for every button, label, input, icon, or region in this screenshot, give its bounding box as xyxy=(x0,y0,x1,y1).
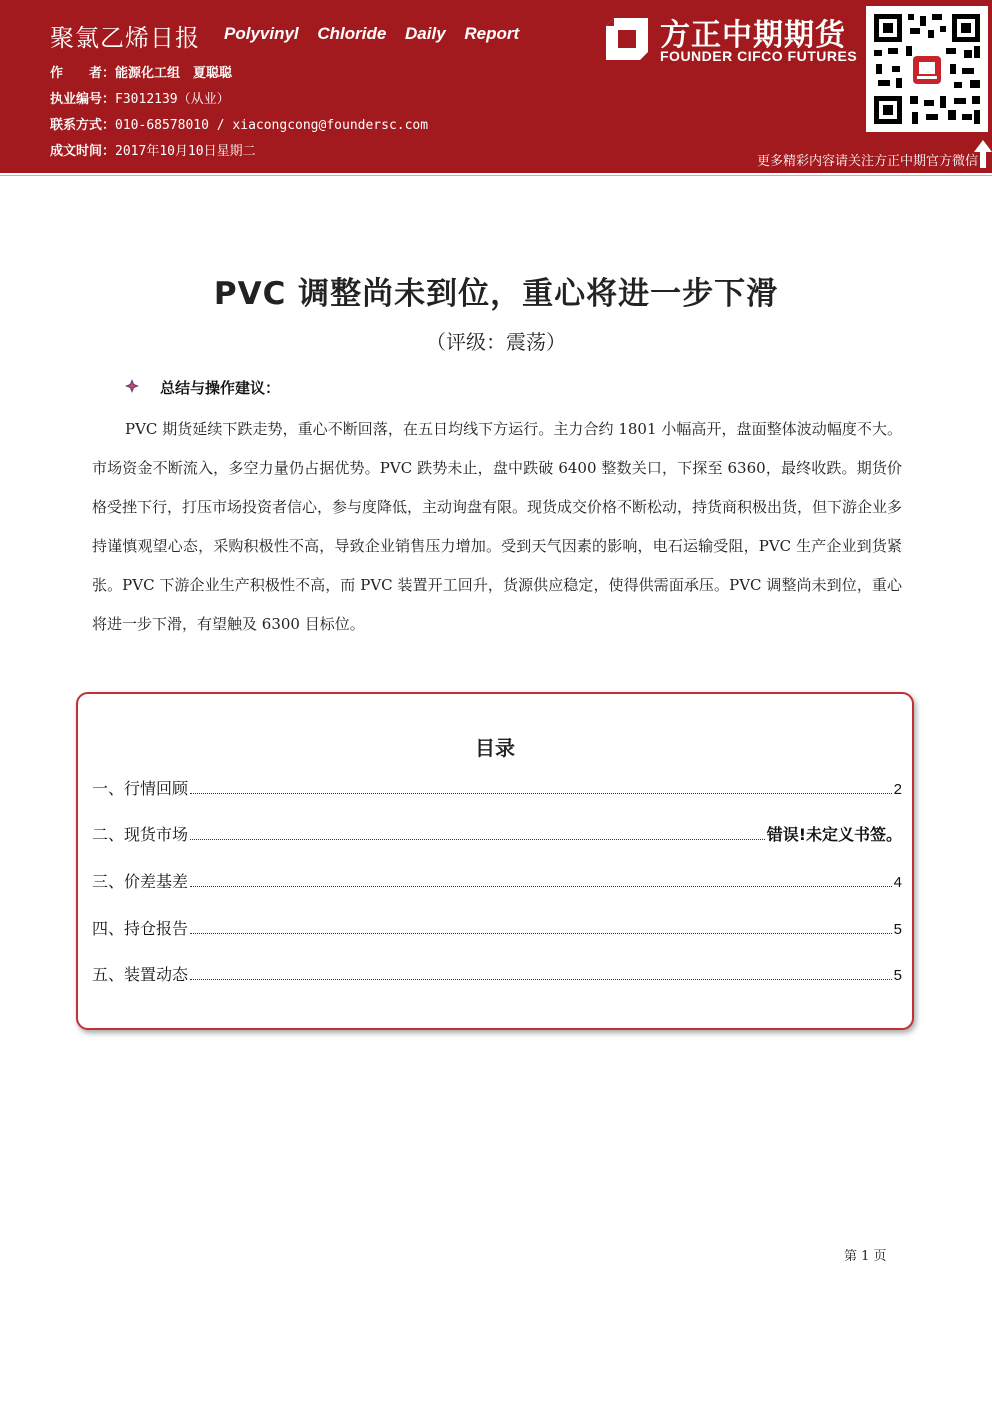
toc-leader-dots xyxy=(190,839,765,840)
date-line xyxy=(50,140,256,159)
report-header xyxy=(0,0,992,170)
bullet-diamond-icon xyxy=(125,379,139,393)
section-heading-text: 总结与操作建议： xyxy=(160,379,281,397)
author-label: 作 者： xyxy=(50,66,116,81)
toc-entry-label: 二、现货市场 xyxy=(92,825,189,844)
contact-label: 联系方式： xyxy=(50,118,116,133)
toc-entry-label: 三、价差基差 xyxy=(92,872,189,891)
report-title-cn: 聚氯乙烯日报 xyxy=(50,24,200,52)
toc-entry[interactable] xyxy=(92,916,902,939)
header-divider xyxy=(0,170,992,173)
summary-section-heading xyxy=(128,377,280,398)
toc-leader-dots xyxy=(190,933,892,934)
report-title-en: Polyvinyl Chloride Daily Report xyxy=(224,24,520,43)
license-label: 执业编号： xyxy=(50,92,116,107)
toc-entry-label: 一、行情回顾 xyxy=(92,779,189,798)
toc-entry-label: 四、持仓报告 xyxy=(92,919,189,938)
toc-leader-dots xyxy=(190,793,892,794)
license-line xyxy=(50,88,230,107)
toc-entry-page: 5 xyxy=(893,921,902,938)
author-line xyxy=(50,62,232,81)
logo-name-en: FOUNDER CIFCO FUTURES xyxy=(660,48,858,64)
wechat-follow-note: 更多精彩内容请关注方正中期官方微信 xyxy=(756,154,978,169)
toc-entry[interactable] xyxy=(92,962,902,985)
table-of-contents xyxy=(76,692,914,1030)
toc-entry-page: 4 xyxy=(893,874,902,891)
qr-code-icon xyxy=(866,6,988,132)
contact-line xyxy=(50,114,428,133)
toc-entry[interactable] xyxy=(92,869,902,892)
founder-logo-icon xyxy=(604,16,650,62)
logo-name-cn: 方正中期期货 xyxy=(660,18,846,53)
summary-paragraph: PVC 期货延续下跌走势，重心不断回落，在五日均线下方运行。主力合约 1801 小幅高开，盘面整体波动幅度不大。市场资金不断流入，多空力量仍占据优势。PVC 跌势未止，盘中跌破 6400 整数关口，下探至 6360，最终收跌。期货价格受挫下行，打压市场投资者信心，参与度降低，主动询盘有限。现货成交价格不断松动，持货商积极出货，但下游企业多持谨慎观望心态，采购积极性不高，导致企业销售压力增加。受到天气因素的影响，电石运输受阻，PVC 生产企业到货紧张。PVC 下游企业生产积极性不高，而 PVC 装置开工回升，货源供应稳定，使得供需面承压。PVC 调整尚未到位，重心将进一步下滑，有望触及 6300 目标位。 xyxy=(92,420,903,633)
toc-leader-dots xyxy=(190,979,892,980)
page-number: 第 1 页 xyxy=(844,1249,887,1264)
toc-leader-dots xyxy=(190,886,892,887)
rating-label: （评级：震荡） xyxy=(426,330,566,354)
header-thin-divider xyxy=(0,175,992,176)
toc-entry[interactable] xyxy=(92,822,902,845)
license-value: F3012139（从业） xyxy=(115,92,230,107)
toc-entry[interactable] xyxy=(92,776,902,799)
date-label: 成文时间： xyxy=(50,144,116,159)
date-value: 2017年10月10日星期二 xyxy=(115,144,256,159)
toc-entry-page: 错误!未定义书签。 xyxy=(766,825,902,844)
toc-entry-label: 五、装置动态 xyxy=(92,965,189,984)
contact-value: 010-68578010 / xiacongcong@foundersc.com xyxy=(115,118,429,133)
toc-entry-page: 2 xyxy=(893,781,902,798)
document-title: PVC 调整尚未到位，重心将进一步下滑 xyxy=(213,276,779,312)
toc-title: 目录 xyxy=(475,736,515,760)
author-value: 能源化工组 夏聪聪 xyxy=(115,66,233,81)
toc-entry-page: 5 xyxy=(893,967,902,984)
arrow-up-icon xyxy=(974,140,992,168)
